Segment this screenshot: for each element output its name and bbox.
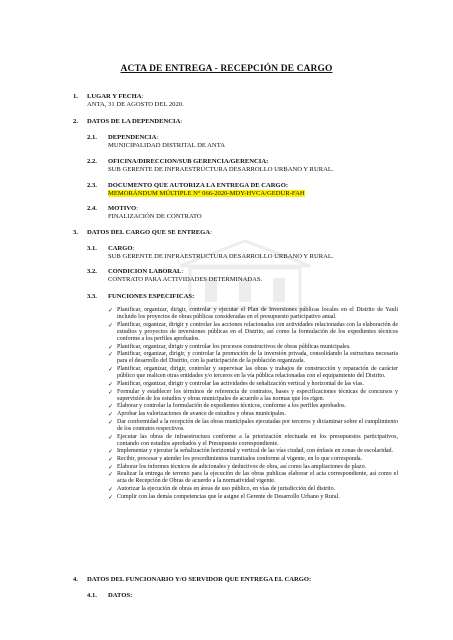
section-3-heading: DATOS DEL CARGO QUE SE ENTREGA:: [87, 229, 212, 236]
list-item: ✓ Cumplir con las demás competencias que le asigne el Gerente de Desarrollo Urbano y Rural.: [108, 493, 340, 501]
section-3-1-heading: CARGO:: [108, 245, 135, 252]
section-3-1-value: SUB GERENTE DE INFRAESTRUCTURA DESARROLLO URBANO Y RURAL.: [108, 253, 334, 260]
section-2-4-heading: MOTIVO:: [108, 205, 138, 212]
functions-list: [108, 307, 398, 502]
list-item: ✓ Planificar, organizar, dirigir y controlar los procesos constructivos de obras públicas municipales.: [108, 343, 351, 351]
section-2-1-heading: DEPENDENCIA:: [108, 134, 159, 141]
check-icon: ✓: [108, 411, 114, 419]
list-item: ✓ Elaborar los informes técnicos de adicionales y deductivos de obra, así como las ampliaciones de plazo.: [108, 463, 367, 471]
list-item: ✓ Formular y establecer los términos de referencia de contratos, bases y especificaciones técnicas de concursos y supervisión de los estudios y obras municipales de acuerdo a las normas que los rigen.: [108, 388, 398, 402]
check-icon: ✓: [108, 380, 114, 388]
list-item: ✓ Realizar la entrega de terreno para la ejecución de las obras publicas elaborar el acta correspondiente, así como el acta de Recepción de Obras de acuerdo a la normatividad vigente.: [108, 471, 398, 485]
section-4-1-heading: DATOS:: [108, 592, 133, 599]
check-icon: ✓: [108, 463, 114, 471]
check-icon: ✓: [108, 433, 114, 441]
check-icon: ✓: [108, 388, 114, 396]
section-4-heading: DATOS DEL FUNCIONARIO Y/O SERVIDOR QUE ENTREGA EL CARGO:: [87, 576, 312, 583]
section-2-1-value: MUNICIPALIDAD DISTRITAL DE ANTA: [108, 142, 225, 149]
check-icon: ✓: [108, 321, 114, 329]
check-icon: ✓: [108, 456, 114, 463]
list-item: ✓ Planificar, organizar, dirigir, y controlar la promoción de la inversión privada, consolidando la estructura necesaria para el desarrollo del Distrito, con la participación de la población organizada.: [108, 351, 398, 365]
check-icon: ✓: [108, 307, 114, 314]
section-2-1-number: 2.1.: [87, 134, 97, 141]
check-icon: ✓: [108, 471, 114, 479]
section-3-number: 3.: [73, 229, 78, 236]
list-item: ✓ Implementar y ejecutar la señalización horizontal y vertical de las vías ciudad, con énfasis en zonas de escolaridad.: [108, 448, 394, 456]
list-item: ✓ Planificar, organizar, dirigir y controlar las actividades de señalización vertical y horizontal de las vías.: [108, 380, 364, 388]
section-4-number: 4.: [73, 576, 78, 583]
check-icon: ✓: [108, 493, 114, 501]
check-icon: ✓: [108, 366, 114, 374]
section-2-2-value: SUB GERENTE DE INFRAESTRUCTURA DESARROLLO URBANO Y RURAL.: [108, 166, 334, 173]
section-2-4-value: FINALIZACIÓN DE CONTRATO: [108, 213, 202, 220]
check-icon: ✓: [108, 403, 114, 411]
section-2-4-number: 2.4.: [87, 205, 97, 212]
section-1-number: 1.: [73, 93, 78, 100]
check-icon: ✓: [108, 351, 114, 359]
section-4-1-number: 4.1.: [87, 592, 97, 599]
list-item: ✓ Planificar, organizar, dirigir, controlar y ejecutar el Plan de Inversiones públicas locales en el Distrito de Yauli incluido los proyectos de obras públicas consideradas en el presupuesto participativo anual.: [108, 307, 398, 321]
section-3-1-number: 3.1.: [87, 245, 97, 252]
section-3-2-heading: CONDICION LABORAL:: [108, 268, 184, 275]
section-2-3-number: 2.3.: [87, 182, 97, 189]
list-item: ✓ Dar conformidad a la recepción de las obras municipales ejecutadas por terceros y dictaminar sobre el cumplimiento de los contratos respectivos.: [108, 418, 398, 432]
section-2-2-number: 2.2.: [87, 158, 97, 165]
section-2-number: 2.: [73, 118, 78, 125]
section-2-3-value: MEMORÁNDUM MÚLTIPLE N° 066-2020-MDY-HVCA/GEDUR-FAH: [108, 190, 305, 197]
check-icon: ✓: [108, 343, 114, 351]
document-title: ACTA DE ENTREGA - RECEPCIÓN DE CARGO: [120, 64, 333, 74]
check-icon: ✓: [108, 448, 114, 456]
section-3-3-heading: FUNCIONES ESPECIFICAS:: [108, 293, 195, 300]
section-2-heading: DATOS DE LA DEPENDENCIA:: [87, 118, 183, 125]
check-icon: ✓: [108, 486, 114, 494]
list-item: ✓ Aprobar las valorizaciones de avance de estudios y obras municipales.: [108, 411, 286, 419]
check-icon: ✓: [108, 418, 114, 426]
section-1-heading: LUGAR Y FECHA:: [87, 93, 144, 100]
section-2-3-heading: DOCUMENTO QUE AUTORIZA LA ENTREGA DE CARGO:: [108, 182, 289, 189]
list-item: ✓ Planificar, organizar, dirigir y controlar las acciones relacionadas con actividades relacionadas con la elaboración de estudios y proyectos de inversiones públicas en el Distrito, así como la formulación de los expedientes técnicos conforme a los perfiles aprobados.: [108, 321, 398, 342]
list-item: ✓ Planificar, organizar, dirigir, controlar y supervisar las obras y trabajos de construcción y reparación de carácter público que realicen otras entidades y/o terceros en la vía pública relacionadas con el equipamiento del Distrito.: [108, 366, 398, 380]
section-3-2-value: CONTRATO PARA ACTIVIDADES DETERMINADAS.: [108, 276, 263, 283]
list-item: ✓ Autorizar la ejecución de obras en áreas de uso público, en vías de jurisdicción del distrito.: [108, 486, 336, 494]
section-3-2-number: 3.2.: [87, 268, 97, 275]
section-3-3-number: 3.3.: [87, 293, 97, 300]
list-item: ✓ Ejecutar las obras de infraestructura conforme a la priorización efectuada en los presupuestos participativos, contando con estudios aprobados y el Presupuesto correspondiente.: [108, 433, 398, 447]
section-2-2-heading: OFICINA/DIRECCION/SUB GERENCIA/GERENCIA:: [108, 158, 269, 165]
section-1-value: ANTA, 31 DE AGOSTO DEL 2020.: [87, 101, 184, 108]
list-item: ✓ Recibir, procesar y atender los procedimientos tramitados conforme al vigente, en lo que corresponda.: [108, 456, 363, 463]
list-item: ✓ Elaborar y controlar la formulación de expedientes técnicos, conforme a los perfiles aprobados.: [108, 403, 346, 411]
